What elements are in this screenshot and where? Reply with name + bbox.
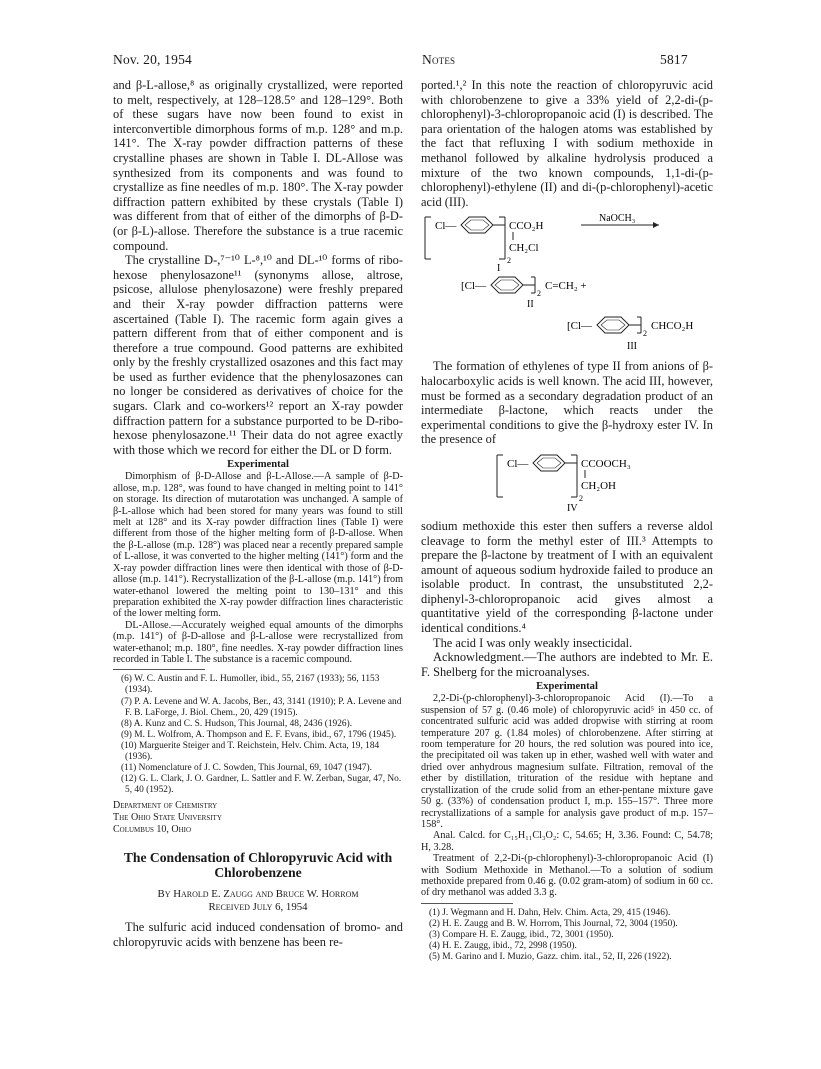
footnote-rule xyxy=(113,669,205,670)
affiliation-line: Department of Chemistry xyxy=(113,800,218,812)
footnote: (9) M. L. Wolfrom, A. Thompson and E. F. Evans, ibid., 67, 1796 (1945). xyxy=(121,729,397,740)
compound-label: I xyxy=(497,263,501,272)
svg-text:CHCO₂H: CHCO₂H xyxy=(651,320,694,333)
experimental-paragraph: 2,2-Di-(p-chlorophenyl)-3-chloropropanoic Acid (I).—To a suspension of 57 g. (0.46 mole) of chloropyruvic acid⁵ in 450 cc. of concentrated sulfuric acid was added dropwise with stirring at room temperature 207 g. (1.84 moles) of chlorobenzene. After stirring at room temperature for 20 hours, the red solution was poured into ice, the precipitated oil was taken up in ether, washed well with water and dried over anhydrous magnesium sulfate. Filtration, removal of the ether by distillation, trituration of the residue with heptane and crystallization of the crude solid from an ether-pentane mixture gave 50 g. (33%) of condensation product I, m.p. 155–157°. Three more recrystallizations of a sample for analysis gave product of m.p. 157–158°. xyxy=(421,693,713,830)
header-page-number: 5817 xyxy=(660,52,688,67)
footnote: (8) A. Kunz and C. S. Hudson, This Journal, 48, 2436 (1926). xyxy=(121,718,353,729)
carboxyl-label: CCO₂H xyxy=(509,220,544,233)
paragraph: The sulfuric acid induced condensation of bromo- and chloropyruvic acids with benzene has been re- xyxy=(113,920,403,949)
benzene-ring-icon xyxy=(491,277,523,293)
paragraph: The crystalline D-,⁷⁻¹⁰ L-⁸,¹⁰ and DL-¹⁰ forms of ribo-hexose phenylosazone¹¹ (synonyms allose, altrose, psicose, allulose phenylosazone) were freshly prepared and their X-ray powder diffraction patterns were ascertained (Table I). The racemic form again gives a pattern different from that of either component and is therefore a true compound. Good patterns are exhibited only by the freshly crystallized osazones and this fact may be used as further evidence that the phenylosazones can no longer be considered as derivatives of choice for the sugars. Clark and co-workers¹² report an X-ray powder diffraction pattern for a substance purported to be D-ribo-hexose phenylosazone.¹¹ Their data do not agree exactly with those which we record for either the DL or D form. xyxy=(113,253,403,457)
structure-I-diagram xyxy=(421,213,713,271)
footnote-list xyxy=(421,908,713,963)
received-date: Received July 6, 1954 xyxy=(208,901,308,914)
chloromethyl-label: CH₂Cl xyxy=(509,242,539,255)
reagent-label: NaOCH₃ xyxy=(599,213,636,225)
experimental-paragraph: DL-Allose.—Accurately weighed equal amounts of the dimorphs (m.p. 141°) of β-D-allose and β-L-allose were recrystallized from water-ethanol; m.p. 180°, fine needles. X-ray powder diffraction lines recorded in Table I. The substance is a racemic compound. xyxy=(113,619,403,665)
svg-text:2: 2 xyxy=(537,289,541,299)
svg-text:2: 2 xyxy=(507,256,511,266)
svg-text:CH₂OH: CH₂OH xyxy=(581,479,617,492)
footnote: (7) P. A. Levene and W. A. Jacobs, Ber., 43, 3141 (1910); P. A. Levene and F. B. LaForge, J. Biol. Chem., 20, 429 (1915). xyxy=(121,696,402,718)
benzene-ring-icon xyxy=(461,217,493,233)
footnote: (12) G. L. Clark, J. O. Gardner, L. Sattler and F. W. Zerban, Sugar, 47, No. 5, 40 (1952). xyxy=(121,774,402,796)
affiliation-line: The Ohio State University xyxy=(113,812,222,824)
footnote: (3) Compare H. E. Zaugg, ibid., 72, 3001 (1950). xyxy=(429,929,614,940)
svg-text:2: 2 xyxy=(579,493,583,503)
svg-text:[Cl—: [Cl— xyxy=(567,320,593,333)
paragraph: sodium methoxide this ester then suffers a reverse aldol cleavage to form the methyl ester of III.³ Attempts to prepare the β-lactone by treatment of I with an equivalent amount of aqueous sodium hydroxide failed to produce an isolable product. In contrast, the unsubstituted 2,2-diphenyl-3-chloropropanoic acid gives almost a quantitative yield of the corresponding β-lactone under identical conditions.⁴ xyxy=(421,518,713,636)
svg-text:2: 2 xyxy=(643,329,647,339)
footnote: (4) H. E. Zaugg, ibid., 72, 2998 (1950). xyxy=(429,941,577,952)
footnote: (11) Nomenclature of J. C. Sowden, This Journal, 69, 1047 (1947). xyxy=(121,763,373,774)
chlorine-label: Cl— xyxy=(435,220,457,233)
header-date: Nov. 20, 1954 xyxy=(113,52,192,67)
structure-IV xyxy=(421,451,713,515)
footnote: (10) Marguerite Steiger and T. Reichstein, Helv. Chim. Acta, 19, 184 (1936). xyxy=(121,740,380,762)
article-title: The Condensation of Chloropyruvic Acid with Chlorobenzene xyxy=(123,850,393,881)
header-section: Notes xyxy=(422,52,456,67)
experimental-paragraph: Dimorphism of β-D-Allose and β-L-Allose.—A sample of β-D-allose, m.p. 128°, was found to have changed in melting point to 141° on storage. Its direction of mutarotation was unchanged. A sample of β-L-allose which had been stored for many years was found to still melt at 128° and its X-ray powder diffraction lines (Table I) were different from those of the higher melting form of β-D-allose. When the β-L-allose (m.p. 128°) was placed near a recently prepared sample of L-allose, it was converted to the higher melting (141°) form and the X-ray powder diffraction lines were then identical with those of β-D-allose (m.p. 141°). Recrystallization of the β-L-allose (m.p. 141°) from water-ethanol lowered the melting point to 130–131° and this preparation exhibited the X-ray powder diffraction lines characteristic of the lower melting form. xyxy=(113,471,403,620)
paragraph: The acid I was only weakly insecticidal. xyxy=(433,635,633,650)
paragraph: ported.¹,² In this note the reaction of chloropyruvic acid with chlorobenzene to give a 33% yield of 2,2-di-(p-chlorophenyl)-3-chloropropanoic acid (I) is described. The para orientation of the halogen atoms was established by the fact that refluxing I with sodium methoxide in methanol followed by alkaline hydrolysis produced a mixture of the two known compounds, 1,1-di-(p-chlorophenyl)-ethylene (II) and di-(p-chlorophenyl)-acetic acid (III). xyxy=(421,78,713,209)
paragraph: The formation of ethylenes of type II from anions of β-halocarboxylic acids is well known. The acid III, however, must be formed as a secondary degradation product of an intermediate β-lactone, which reacts under the experimental conditions to give the β-hydroxy ester IV. In the presence of xyxy=(421,359,713,447)
acknowledgment: Acknowledgment.—The authors are indebted to Mr. E. F. Shelberg for the microanalyses. xyxy=(421,650,713,679)
svg-text:[Cl—: [Cl— xyxy=(461,280,487,293)
analysis-paragraph: Anal. Calcd. for C₁₅H₁₁Cl₃O₂: C, 54.65; H, 3.36. Found: C, 54.78; H, 3.28. xyxy=(421,830,713,853)
footnote-list xyxy=(113,674,403,796)
footnote-rule xyxy=(421,903,513,904)
benzene-ring-icon xyxy=(533,455,565,471)
section-heading: Experimental xyxy=(227,459,289,471)
right-column xyxy=(421,78,713,963)
benzene-ring-icon xyxy=(597,317,629,333)
affiliation-line: Columbus 10, Ohio xyxy=(113,824,192,836)
experimental-paragraph: Treatment of 2,2-Di-(p-chlorophenyl)-3-chloropropanoic Acid (I) with Sodium Methoxide in Methanol.—To a solution of sodium methoxide prepared from 0.46 g. (0.02 gram-atom) of sodium in 60 cc. of dry methanol was added 3.3 g. xyxy=(421,853,713,899)
footnote: (6) W. C. Austin and F. L. Humoller, ibid., 55, 2167 (1933); 56, 1153 (1934). xyxy=(121,674,380,696)
left-column xyxy=(113,78,403,950)
footnote: (2) H. E. Zaugg and B. W. Horrom, This Journal, 72, 3004 (1950). xyxy=(429,918,678,929)
structure-III xyxy=(421,315,713,355)
compound-label: II xyxy=(527,299,534,311)
structure-II xyxy=(421,275,713,311)
footnote: (1) J. Wegmann and H. Dahn, Helv. Chim. Acta, 29, 415 (1946). xyxy=(429,907,671,918)
svg-text:CCOOCH₃: CCOOCH₃ xyxy=(581,457,631,470)
structure-I xyxy=(421,213,713,271)
svg-text:C=CH₂ +: C=CH₂ + xyxy=(545,280,587,293)
footnote: (5) M. Garino and I. Muzio, Gazz. chim. ital., 52, II, 226 (1922). xyxy=(429,952,672,963)
compound-label: III xyxy=(627,341,637,353)
compound-label: IV xyxy=(567,502,578,514)
author-byline: By Harold E. Zaugg and Bruce W. Horrom xyxy=(157,888,359,901)
section-heading: Experimental xyxy=(536,681,598,693)
paragraph: and β-L-allose,⁸ as originally crystallized, were reported to melt, respectively, at 128–128.5° and 128–129°. Both of these sugars have now been found to exist in interconvertible dimorphous forms of m.p. 128° and m.p. 141°. The X-ray powder diffraction patterns of these crystalline phases are shown in Table I. DL-Allose was synthesized from its components and was found to crystallize as fine needles of m.p. 180°. The X-ray powder diffraction pattern exhibited by these crystals (Table I) was different from that of either of the dimorphs of β-D- (or β-L)-allose. Therefore the substance is a true racemic compound. xyxy=(113,78,403,253)
svg-text:Cl—: Cl— xyxy=(507,457,529,470)
